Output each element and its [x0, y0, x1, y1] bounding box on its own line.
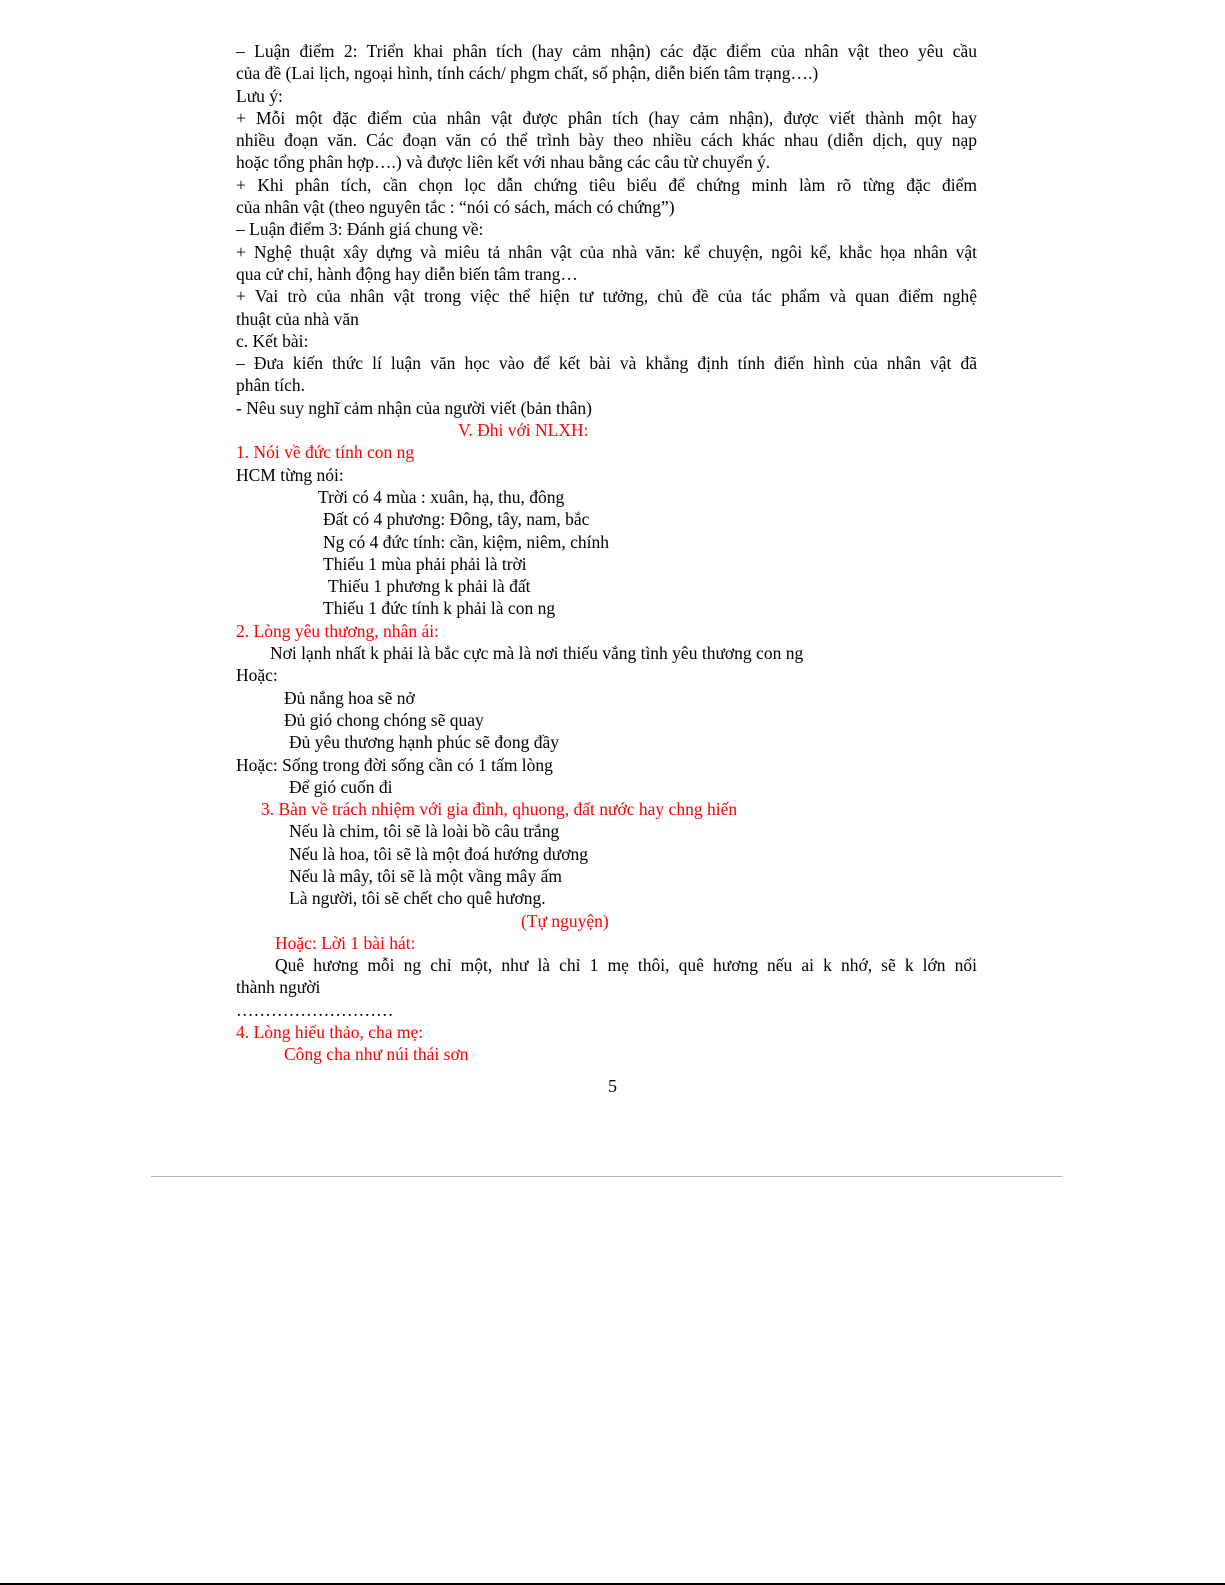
text-line: phân tích.: [236, 375, 306, 396]
text-line: HCM từng nói:: [236, 464, 344, 485]
heading-line: Công cha như núi thái sơn: [284, 1044, 469, 1065]
text-line: Quê hương mỗi ng chỉ một, như là chỉ 1 mẹ thôi, quê hương nếu ai k nhớ, sẽ k lớn nổi: [275, 955, 977, 976]
text-line: ………………………: [236, 999, 394, 1020]
heading-line: V. Đhi với NLXH:: [458, 420, 589, 441]
heading-line: 2. Lòng yêu thương, nhân ái:: [236, 620, 439, 641]
text-line: - Nêu suy nghĩ cảm nhận của người viết (bản thân): [236, 397, 592, 418]
text-line: Thiếu 1 phương k phải là đất: [328, 576, 531, 597]
text-line: của đề (Lai lịch, ngoại hình, tính cách/ phgm chất, số phận, diễn biến tâm trạng….): [236, 63, 819, 84]
text-line: Để gió cuốn đi: [289, 776, 393, 797]
text-line: của nhân vật (theo nguyên tắc : “nói có sách, mách có chứng”): [236, 197, 675, 218]
text-line: hoặc tổng phân hợp….) và được liên kết với nhau bằng các câu từ chuyển ý.: [236, 152, 771, 173]
heading-line: (Tự nguyện): [521, 910, 609, 931]
text-line: Nếu là chim, tôi sẽ là loài bồ câu trắng: [289, 821, 560, 842]
page-number: 5: [608, 1076, 617, 1096]
text-line: c. Kết bài:: [236, 330, 309, 351]
text-line: + Nghệ thuật xây dựng và miêu tả nhân vật của nhà văn: kể chuyện, ngôi kể, khắc họa nhân vật: [236, 241, 977, 262]
text-line: Hoặc: Sống trong đời sống cần có 1 tấm lòng: [236, 754, 553, 775]
text-line: Là người, tôi sẽ chết cho quê hương.: [289, 888, 546, 909]
heading-line: Hoặc: Lời 1 bài hát:: [275, 932, 416, 953]
text-line: Đất có 4 phương: Đông, tây, nam, bắc: [323, 509, 590, 530]
text-line: thành người: [236, 977, 321, 998]
heading-line: 1. Nói về đức tính con ng: [236, 442, 415, 463]
document-body: [236, 40, 977, 1066]
page-divider: [151, 1176, 1062, 1177]
text-line: – Luận điểm 3: Đánh giá chung về:: [236, 219, 484, 240]
text-line: Trời có 4 mùa : xuân, hạ, thu, đông: [318, 486, 565, 507]
heading-line: 4. Lòng hiếu thảo, cha mẹ:: [236, 1022, 424, 1043]
text-line: thuật của nhà văn: [236, 308, 359, 329]
text-line: Lưu ý:: [236, 85, 283, 106]
text-line: Đủ nắng hoa sẽ nở: [284, 687, 415, 708]
text-line: + Mỗi một đặc điểm của nhân vật được phân tích (hay cảm nhận), được viết thành một hay: [236, 107, 977, 128]
text-line: Đủ yêu thương hạnh phúc sẽ đong đầy: [289, 732, 560, 753]
text-line: nhiều đoạn văn. Các đoạn văn có thể trình bày theo nhiều cách khác nhau (diễn dịch, quy nạp: [236, 130, 977, 151]
text-line: Ng có 4 đức tính: cần, kiệm, niêm, chính: [323, 531, 610, 552]
text-line: + Khi phân tích, cần chọn lọc dẫn chứng tiêu biểu để chứng minh làm rõ từng đặc điểm: [236, 174, 977, 195]
text-line: Đủ gió chong chóng sẽ quay: [284, 709, 484, 730]
text-line: – Luận điểm 2: Triển khai phân tích (hay cảm nhận) các đặc điểm của nhân vật theo yêu cầu: [236, 41, 977, 61]
text-line: Nếu là mây, tôi sẽ là một vầng mây ấm: [289, 865, 562, 886]
text-line: Thiếu 1 mùa phải phải là trời: [323, 553, 527, 574]
text-line: Nếu là hoa, tôi sẽ là một đoá hướng dương: [289, 843, 588, 864]
text-line: – Đưa kiến thức lí luận văn học vào để kết bài và khẳng định tính điển hình của nhân vật đã: [236, 353, 977, 374]
text-line: Thiếu 1 đức tính k phải là con ng: [323, 598, 556, 619]
heading-line: 3. Bàn về trách nhiệm với gia đình, qhuong, đất nước hay chng hiến: [261, 799, 738, 820]
text-line: Hoặc:: [236, 665, 278, 686]
text-line: qua cử chỉ, hành động hay diễn biến tâm trang…: [236, 263, 578, 284]
text-line: + Vai trò của nhân vật trong việc thể hiện tư tưởng, chủ đề của tác phẩm và quan điểm nghệ: [236, 286, 977, 307]
text-line: Nơi lạnh nhất k phải là bắc cực mà là nơi thiếu vắng tình yêu thương con ng: [270, 643, 804, 664]
